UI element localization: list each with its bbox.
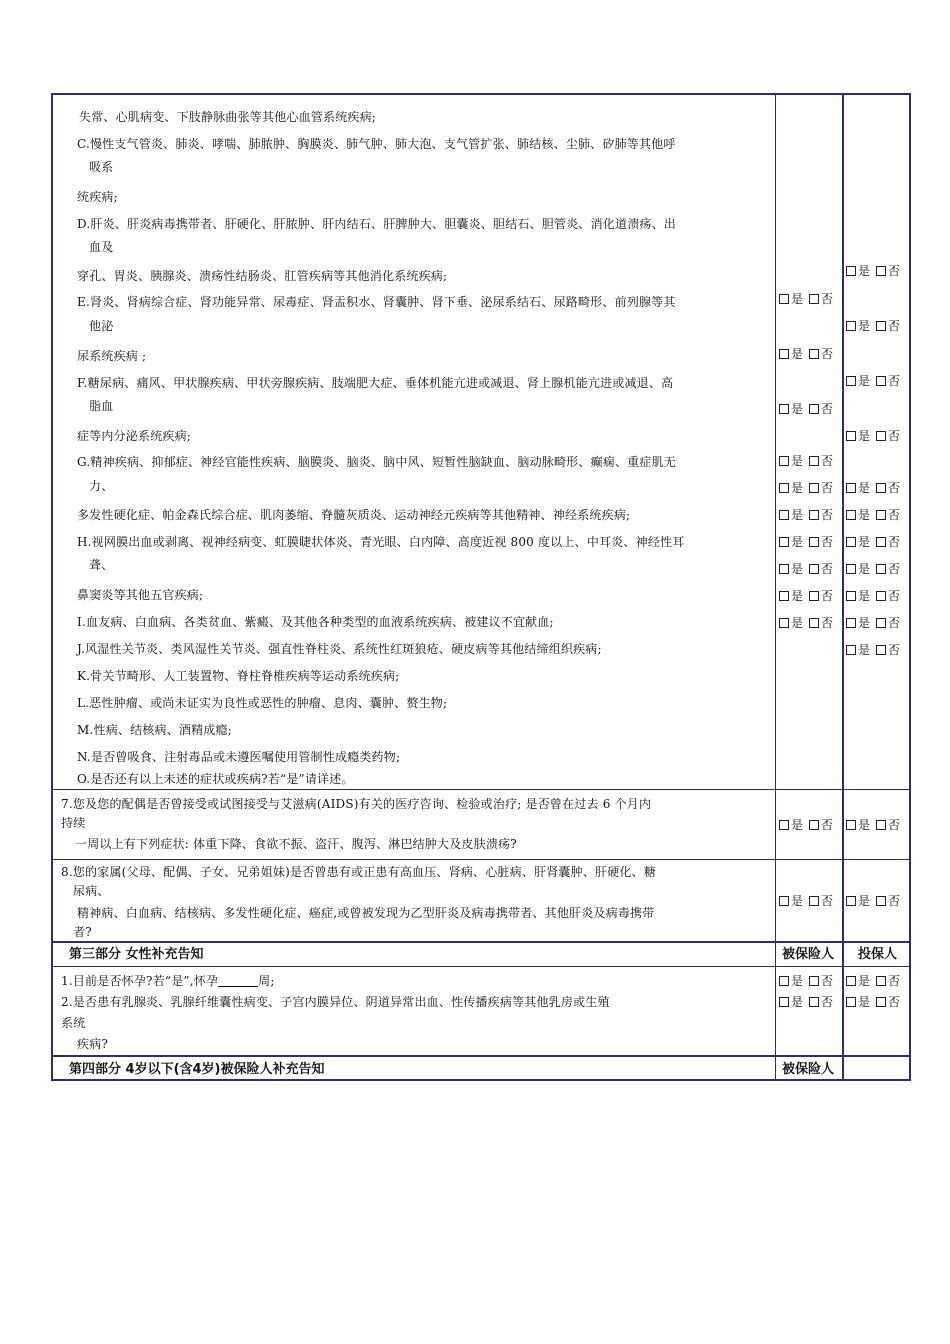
checkbox-icon[interactable] (876, 820, 886, 830)
column-divider-insured (775, 95, 776, 1079)
checkbox-icon[interactable] (876, 896, 886, 906)
disease-line: E.肾炎、肾病综合症、肾功能异常、尿毒症、肾盂积水、肾囊肿、肾下垂、泌尿系结石、尿路畸形、前列腺等其 (77, 295, 676, 309)
checkbox-icon[interactable] (876, 431, 886, 441)
yes-no-checkbox[interactable]: 是 否 (846, 319, 900, 333)
row-divider (53, 859, 909, 860)
checkbox-icon[interactable] (846, 266, 856, 276)
section-title: 第四部分 4岁以下(含4岁)被保险人补充告知 (69, 1062, 325, 1077)
yes-no-checkbox[interactable]: 是 否 (846, 562, 900, 576)
checkbox-icon[interactable] (846, 820, 856, 830)
question-line: 精神病、白血病、结核病、多发性硬化症、癌症,或曾被发现为乙型肝炎及病毒携带者、其他肝炎及病毒携带 (77, 906, 655, 920)
yes-no-checkbox[interactable]: 是 否 (846, 508, 900, 522)
checkbox-icon[interactable] (809, 456, 819, 466)
checkbox-icon[interactable] (876, 645, 886, 655)
checkbox-icon[interactable] (779, 997, 789, 1007)
column-divider-holder (842, 95, 844, 1079)
checkbox-icon[interactable] (846, 431, 856, 441)
column-header-holder: 投保人 (858, 947, 898, 962)
question-line: 尿病、 (73, 884, 110, 898)
question-line: 疾病? (77, 1037, 109, 1051)
disease-line: D.肝炎、肝炎病毒携带者、肝硬化、肝脓肿、肝内结石、肝脾肿大、胆囊炎、胆结石、胆管炎、消化道溃疡、出 (77, 217, 677, 231)
yes-no-checkbox[interactable]: 是 否 (846, 589, 900, 603)
row-divider (53, 789, 909, 790)
checkbox-icon[interactable] (876, 537, 886, 547)
disease-line: 症等内分泌系统疾病; (77, 429, 192, 443)
disease-line: K.骨关节畸形、人工装置物、脊柱脊椎疾病等运动系统疾病; (77, 669, 400, 683)
checkbox-icon[interactable] (809, 896, 819, 906)
q8-holder-checkbox[interactable]: 是 否 (846, 894, 900, 908)
row-divider (53, 941, 909, 943)
question-line: 系统 (61, 1016, 86, 1030)
column-header-insured: 被保险人 (782, 1062, 835, 1077)
yes-no-checkbox[interactable]: 是 否 (779, 347, 833, 361)
pregnancy-insured-checkbox[interactable]: 是 否 (779, 974, 833, 988)
disease-line: 脂血 (89, 399, 114, 413)
checkbox-icon[interactable] (779, 896, 789, 906)
checkbox-icon[interactable] (846, 591, 856, 601)
checkbox-icon[interactable] (809, 976, 819, 986)
checkbox-icon[interactable] (779, 591, 789, 601)
row-divider (53, 966, 909, 967)
checkbox-icon[interactable] (779, 349, 789, 359)
checkbox-icon[interactable] (876, 510, 886, 520)
health-declaration-form (51, 93, 911, 1081)
disease-line: 穿孔、胃炎、胰腺炎、溃疡性结肠炎、肛管疾病等其他消化系统疾病; (77, 269, 448, 283)
checkbox-icon[interactable] (876, 564, 886, 574)
checkbox-icon[interactable] (779, 618, 789, 628)
yes-no-checkbox[interactable]: 是 否 (779, 454, 833, 468)
disease-line: F.糖尿病、痛风、甲状腺疾病、甲状旁腺疾病、肢端肥大症、垂体机能亢进或减退、肾上腺机能亢进或减退、高 (77, 376, 674, 390)
checkbox-icon[interactable] (846, 645, 856, 655)
disease-line: 失常、心肌病变、下肢静脉曲张等其他心血管系统疾病; (79, 110, 377, 124)
checkbox-icon[interactable] (809, 483, 819, 493)
checkbox-icon[interactable] (779, 976, 789, 986)
disease-line: 吸系 (89, 160, 114, 174)
q7-holder-checkbox[interactable]: 是 否 (846, 818, 900, 832)
yes-no-checkbox[interactable]: 是 否 (846, 374, 900, 388)
checkbox-icon[interactable] (846, 997, 856, 1007)
pregnancy-holder-checkbox[interactable]: 是 否 (846, 974, 900, 988)
checkbox-icon[interactable] (876, 618, 886, 628)
disease-line: I.血友病、白血病、各类贫血、紫癜、及其他各种类型的血液系统疾病、被建议不宜献血; (77, 615, 554, 629)
question-line: 8.您的家属(父母、配偶、子女、兄弟姐妹)是否曾患有或正患有高血压、肾病、心脏病、肝肾囊肿、肝硬化、糖 (61, 865, 657, 879)
checkbox-icon[interactable] (846, 321, 856, 331)
question-line: 持续 (61, 816, 86, 830)
yes-no-checkbox[interactable]: 是 否 (779, 292, 833, 306)
checkbox-icon[interactable] (779, 537, 789, 547)
question-line: 2.是否患有乳腺炎、乳腺纤维囊性病变、子宫内膜异位、阴道异常出血、性传播疾病等其他乳房或生殖 (61, 995, 610, 1009)
yes-no-checkbox[interactable]: 是 否 (846, 264, 900, 278)
disease-line: 统疾病; (77, 190, 118, 204)
checkbox-icon[interactable] (809, 537, 819, 547)
disease-line: H.视网膜出血或剥离、视神经病变、虹膜睫状体炎、青光眼、白内障、高度近视 800 度以上、中耳炎、神经性耳 (77, 535, 685, 549)
checkbox-icon[interactable] (846, 483, 856, 493)
yes-no-checkbox[interactable]: 是 否 (846, 616, 900, 630)
yes-no-checkbox[interactable]: 是 否 (846, 535, 900, 549)
checkbox-icon[interactable] (809, 510, 819, 520)
disease-line: L.恶性肿瘤、或尚未证实为良性或恶性的肿瘤、息肉、囊肿、赘生物; (77, 696, 448, 710)
checkbox-icon[interactable] (846, 510, 856, 520)
checkbox-icon[interactable] (809, 618, 819, 628)
checkbox-icon[interactable] (779, 404, 789, 414)
checkbox-icon[interactable] (876, 483, 886, 493)
checkbox-icon[interactable] (809, 564, 819, 574)
checkbox-icon[interactable] (779, 483, 789, 493)
q8-insured-checkbox[interactable]: 是 否 (779, 894, 833, 908)
disease-line: N.是否曾吸食、注射毒品或未遵医嘱使用管制性成瘾类药物; (77, 750, 401, 764)
checkbox-icon[interactable] (779, 294, 789, 304)
checkbox-icon[interactable] (809, 820, 819, 830)
disease-line: J.风湿性关节炎、类风湿性关节炎、强直性脊柱炎、系统性红斑狼疮、硬皮病等其他结缔组织疾病; (77, 642, 602, 656)
weeks-blank-field[interactable] (218, 975, 258, 987)
checkbox-icon[interactable] (876, 321, 886, 331)
section-title: 第三部分 女性补充告知 (69, 947, 204, 962)
checkbox-icon[interactable] (779, 564, 789, 574)
checkbox-icon[interactable] (876, 591, 886, 601)
disease-line: M.性病、结核病、酒精成瘾; (77, 723, 232, 737)
checkbox-icon[interactable] (846, 618, 856, 628)
disease-line: 多发性硬化症、帕金森氏综合症、肌肉萎缩、脊髓灰质炎、运动神经元疾病等其他精神、神经系统疾病; (77, 508, 631, 522)
yes-no-checkbox[interactable]: 是 否 (779, 616, 833, 630)
disease-line: G.精神疾病、抑郁症、神经官能性疾病、脑膜炎、脑炎、脑中风、短暂性脑缺血、脑动脉畸形、癫痫、重症肌无 (77, 455, 676, 469)
checkbox-icon[interactable] (809, 294, 819, 304)
disease-line: 血及 (89, 240, 114, 254)
checkbox-icon[interactable] (846, 537, 856, 547)
checkbox-icon[interactable] (809, 404, 819, 414)
checkbox-icon[interactable] (846, 376, 856, 386)
yes-no-checkbox[interactable]: 是 否 (779, 562, 833, 576)
disease-line: 力、 (89, 479, 114, 493)
yes-no-checkbox[interactable]: 是 否 (846, 643, 900, 657)
disease-line: 他泌 (89, 319, 114, 333)
yes-no-checkbox[interactable]: 是 否 (779, 402, 833, 416)
checkbox-icon[interactable] (779, 456, 789, 466)
checkbox-icon[interactable] (876, 376, 886, 386)
checkbox-icon[interactable] (846, 896, 856, 906)
disease-line: C.慢性支气管炎、肺炎、哮喘、肺脓肿、胸膜炎、肺气肿、肺大泡、支气管扩张、肺结核、尘肺、矽肺等其他呼 (77, 137, 676, 151)
checkbox-icon[interactable] (809, 591, 819, 601)
row-divider (53, 1055, 909, 1057)
yes-no-checkbox[interactable]: 是 否 (779, 508, 833, 522)
checkbox-icon[interactable] (876, 997, 886, 1007)
yes-no-checkbox[interactable]: 是 否 (779, 481, 833, 495)
disease-line: 尿系统疾病 ; (77, 349, 147, 363)
column-header-insured: 被保险人 (782, 947, 835, 962)
disease-line: 聋、 (89, 558, 114, 572)
checkbox-icon[interactable] (809, 997, 819, 1007)
disease-line: O.是否还有以上未述的症状或疾病?若“是”请详述。 (77, 772, 354, 786)
checkbox-icon[interactable] (876, 976, 886, 986)
checkbox-icon[interactable] (846, 976, 856, 986)
disease-line: 鼻窦炎等其他五官疾病; (77, 588, 204, 602)
checkbox-icon[interactable] (846, 564, 856, 574)
yes-no-checkbox[interactable]: 是 否 (779, 589, 833, 603)
question-line: 者? (73, 925, 92, 939)
checkbox-icon[interactable] (779, 820, 789, 830)
yes-no-checkbox[interactable]: 是 否 (779, 535, 833, 549)
checkbox-icon[interactable] (876, 266, 886, 276)
q7-insured-checkbox[interactable]: 是 否 (779, 818, 833, 832)
breast-disease-holder-checkbox[interactable]: 是 否 (846, 995, 900, 1009)
yes-no-checkbox[interactable]: 是 否 (846, 481, 900, 495)
pregnancy-question: 1.目前是否怀孕?若“是”,怀孕 周; (61, 974, 275, 988)
breast-disease-insured-checkbox[interactable]: 是 否 (779, 995, 833, 1009)
checkbox-icon[interactable] (809, 349, 819, 359)
checkbox-icon[interactable] (779, 510, 789, 520)
question-line: 7.您及您的配偶是否曾接受或试图接受与艾滋病(AIDS)有关的医疗咨询、检验或治疗; 是否曾在过去 6 个月内 (61, 797, 652, 811)
question-line: 一周以上有下列症状: 体重下降、食欲不振、盗汗、腹泻、淋巴结肿大及皮肤溃疡? (75, 837, 517, 851)
yes-no-checkbox[interactable]: 是 否 (846, 429, 900, 443)
